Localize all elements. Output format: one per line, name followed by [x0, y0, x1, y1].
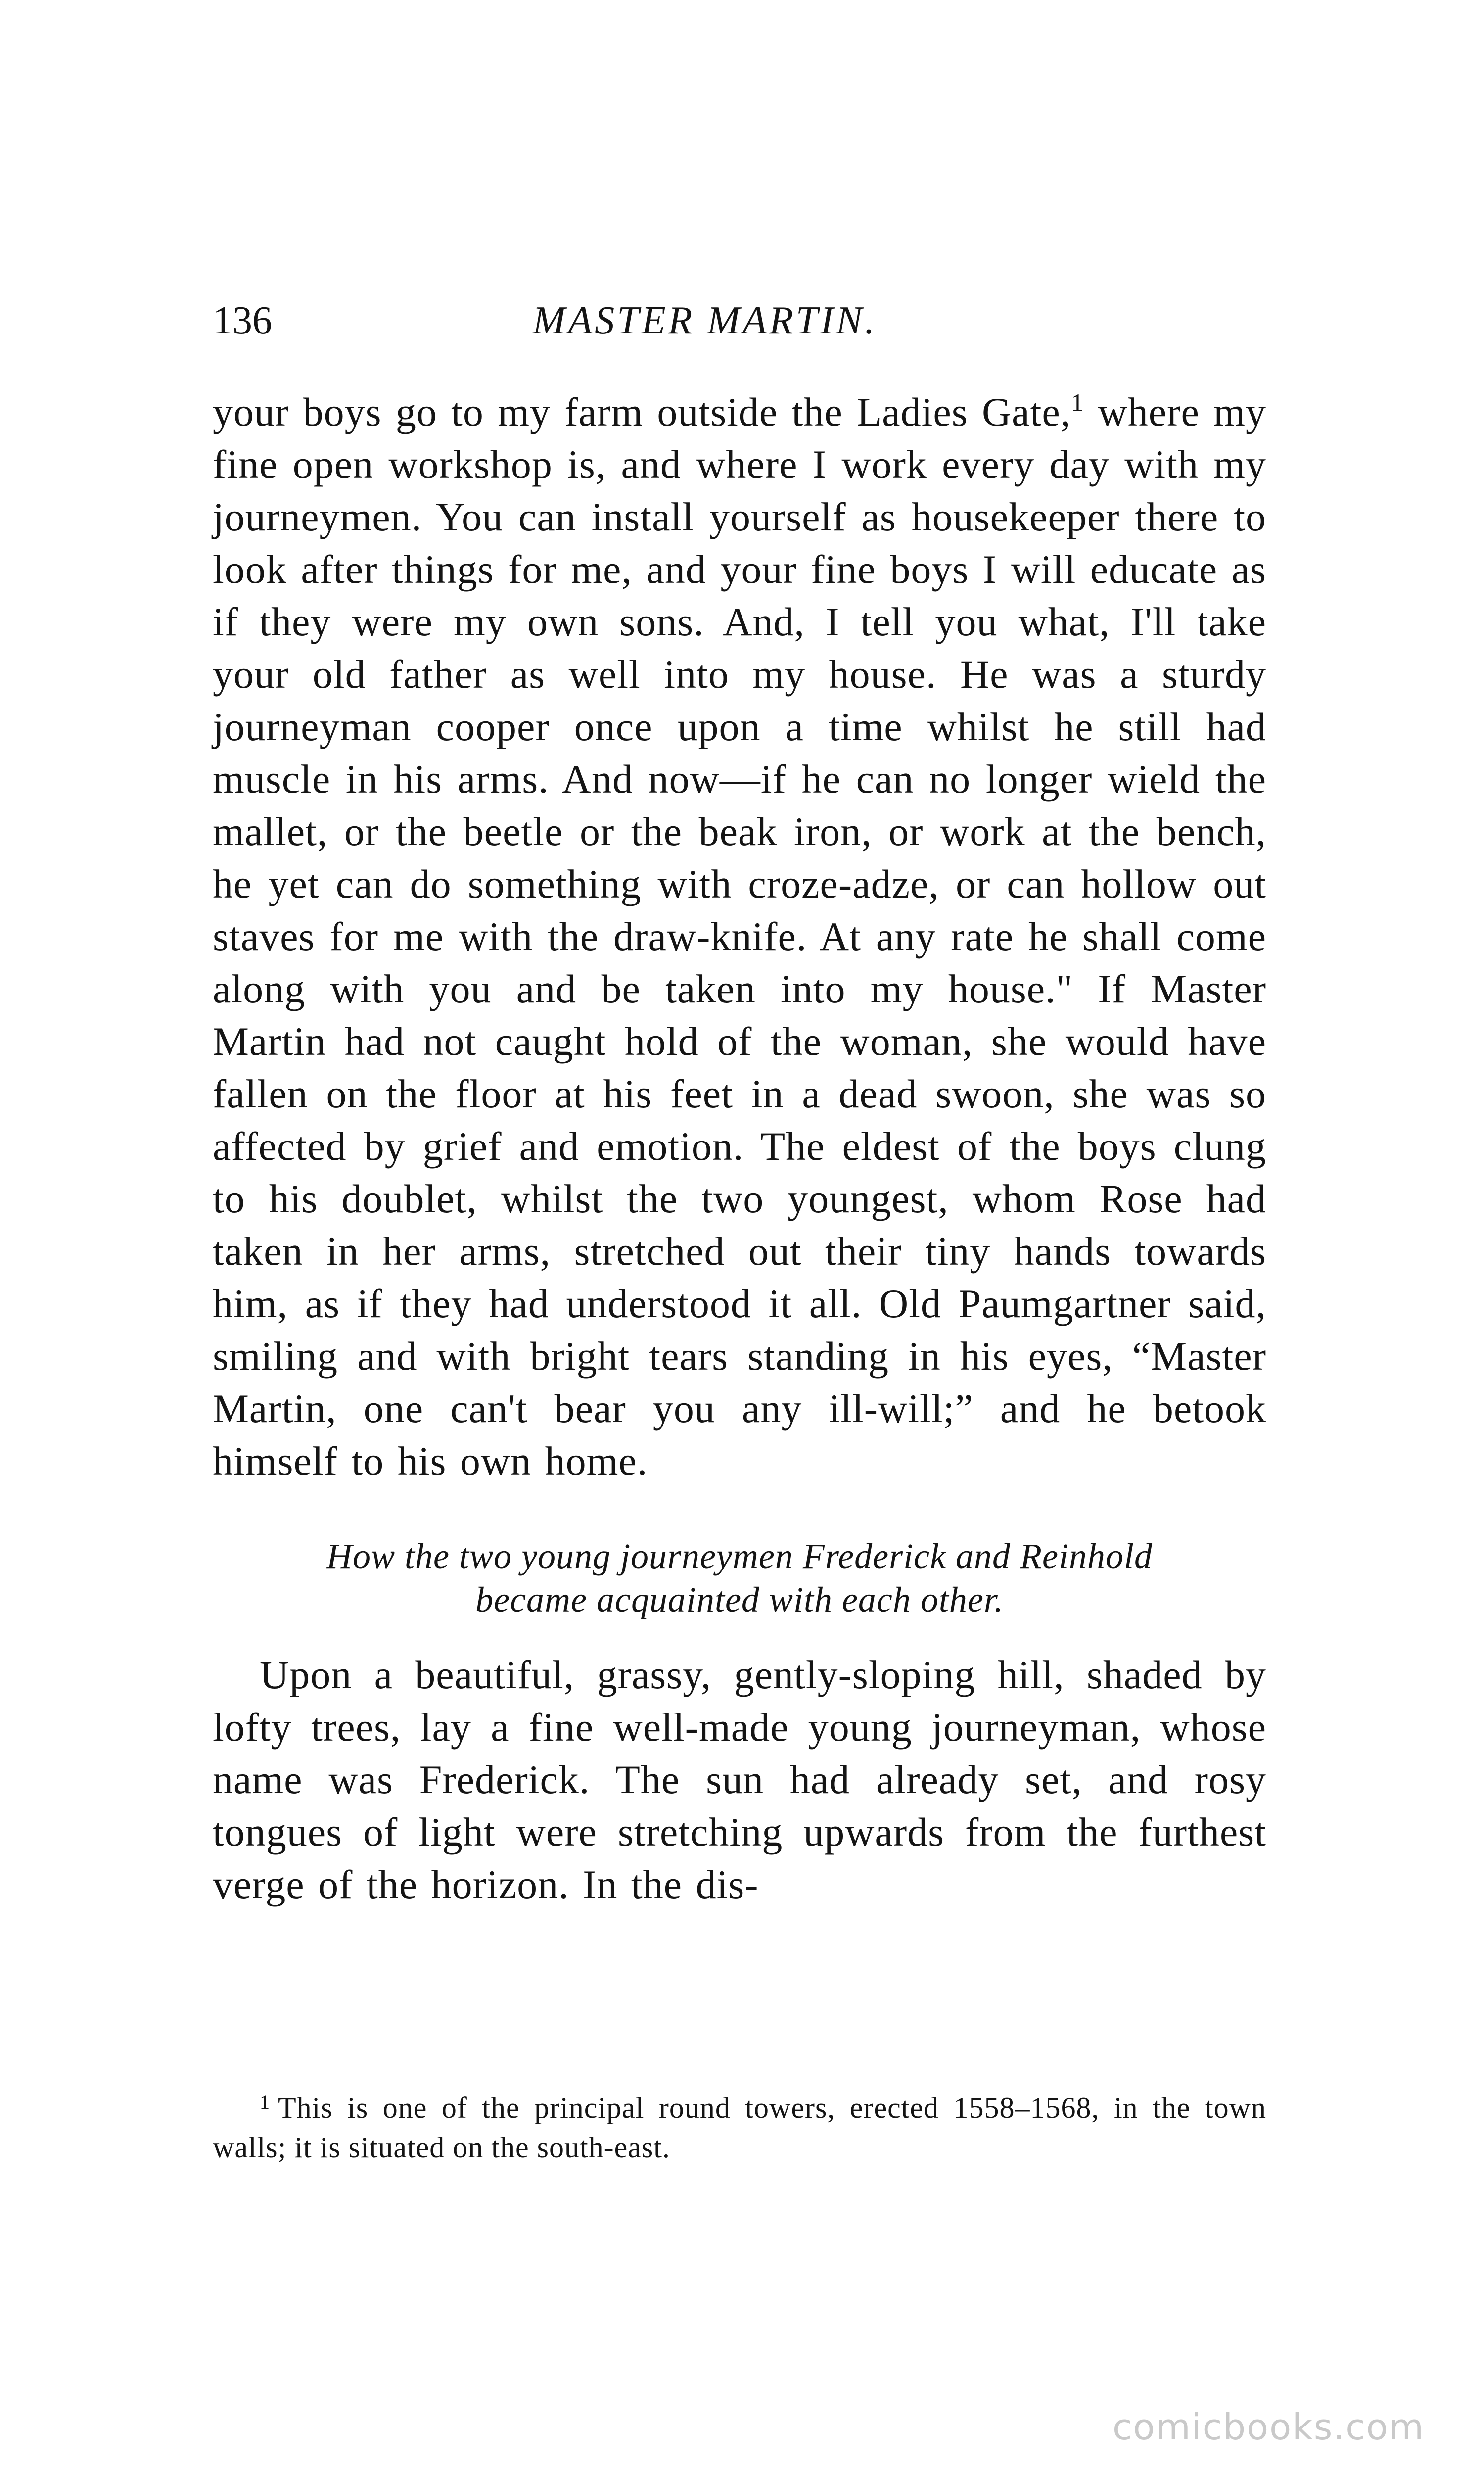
- footnote-text: This is one of the principal round towers, erected 1558–1568, in the town walls; it is situated on the south-east.: [213, 2092, 1266, 2164]
- running-head: [213, 292, 1266, 346]
- footnote-reference: 1: [1071, 388, 1084, 416]
- watermark: comicbooks.com: [1112, 2406, 1425, 2448]
- footnote-marker: 1: [260, 2091, 270, 2113]
- footnotes: [213, 2088, 1266, 2167]
- body-text: [213, 386, 1266, 1911]
- paragraph: Upon a beautiful, grassy, gently-sloping hill, shaded by lofty trees, lay a fine well-made young journeyman, whose name was Frederick. The sun had already set, and rosy tongues of light were stretching upwards from the furthest verge of the horizon. In the dis-: [213, 1652, 1266, 1907]
- running-title: MASTER MARTIN.: [532, 299, 878, 342]
- section-heading: [213, 1534, 1266, 1621]
- section-heading-line-1: How the two young journeymen Frederick and Reinhold: [326, 1536, 1153, 1576]
- page-number: 136: [213, 299, 272, 342]
- footnote: [213, 2088, 1266, 2167]
- section-heading-line-2: became acquainted with each other.: [475, 1580, 1004, 1619]
- paragraph-continued: [213, 386, 1266, 1487]
- paragraph-text-continued: where my fine open workshop is, and where I work every day with my journeymen. You can install yourself as housekeeper there to look after things for me, and your fine boys I will educate as if they were my own sons. And, I tell you what, I'll take your old father as well into my house. He was a sturdy journeyman cooper once upon a time whilst he still had muscle in his arms. And now—if he can no longer wield the mallet, or the beetle or the beak iron, or work at the bench, he yet can do something with croze-adze, or can hollow out staves for me with the draw-knife. At any rate he shall come along with you and be taken into my house." If Master Martin had not caught hold of the woman, she would have fallen on the floor at his feet in a dead swoon, she was so affected by grief and emotion. The eldest of the boys clung to his doublet, whilst the two youngest, whom Rose had taken in her arms, stretched out their tiny hands towards him, as if they had understood it all. Old Paumgartner said, smiling and with bright tears standing in his eyes, “Master Martin, one can't bear you any ill-will;” and he betook himself to his own home.: [213, 389, 1266, 1483]
- paragraph-text: your boys go to my farm outside the Ladies Gate,: [213, 389, 1071, 434]
